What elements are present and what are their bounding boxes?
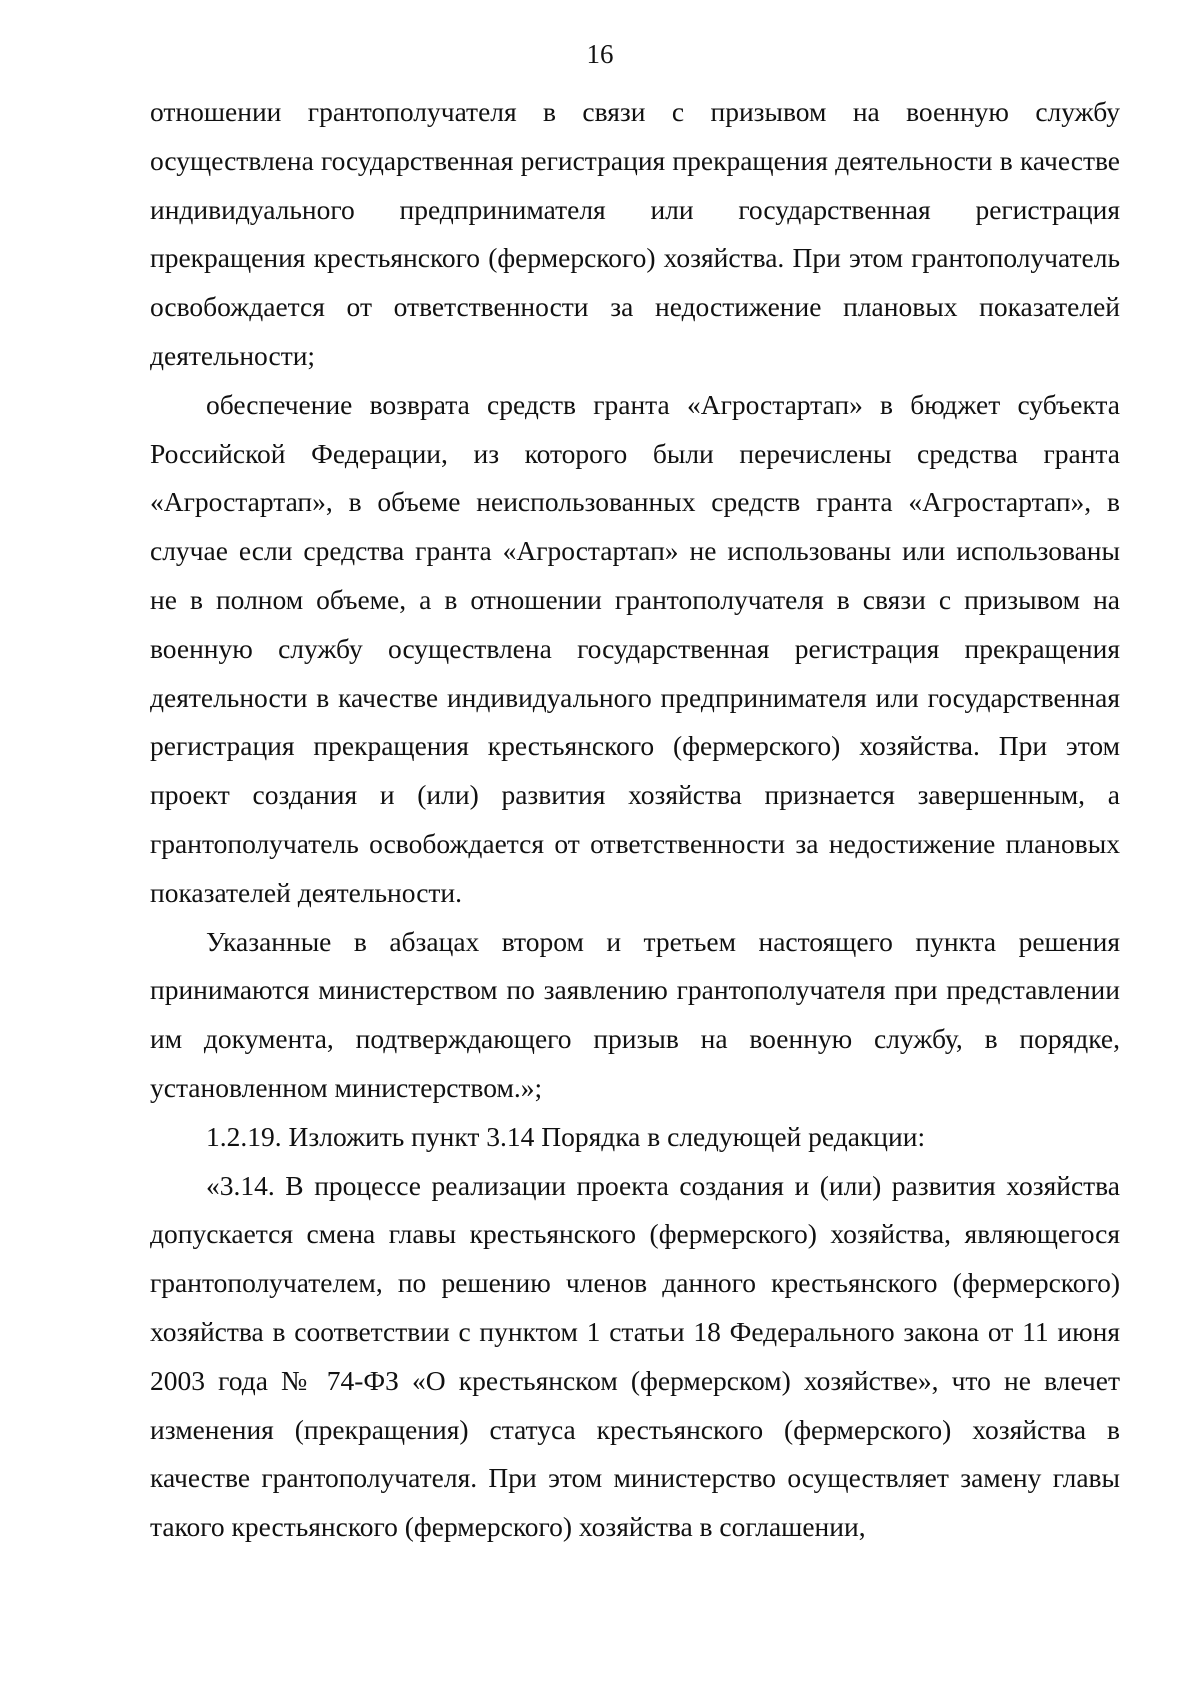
paragraph-4: 1.2.19. Изложить пункт 3.14 Порядка в следующей редакции: bbox=[206, 1120, 926, 1152]
paragraph-1: отношении грантополучателя в связи с призывом на военную службу осуществлена государственная регистрация прекращения деятельности в качестве индивидуального предпринимателя или государственная регистрация прекращения крестьянского (фермерского) хозяйства. При этом грантополучатель освобождается от ответственности за недостижение плановых показателей деятельности; bbox=[150, 96, 1120, 371]
document-body bbox=[150, 88, 1120, 1552]
paragraph-5: «3.14. В процессе реализации проекта создания и (или) развития хозяйства допускается смена главы крестьянского (фермерского) хозяйства, являющегося грантополучателем, по решению членов данного крестьянского (фермерского) хозяйства в соответствии с пунктом 1 статьи 18 Федерального закона от 11 июня 2003 года № 74-ФЗ «О крестьянском (фермерском) хозяйстве», что не влечет изменения (прекращения) статуса крестьянского (фермерского) хозяйства в качестве грантополучателя. При этом министерство осуществляет замену главы такого крестьянского (фермерского) хозяйства в соглашении, bbox=[150, 1169, 1120, 1543]
paragraph-3: Указанные в абзацах втором и третьем настоящего пункта решения принимаются министерством по заявлению грантополучателя при представлении им документа, подтверждающего призыв на военную службу, в порядке, установленном министерством.»; bbox=[150, 925, 1120, 1103]
page-number: 16 bbox=[586, 39, 614, 69]
paragraph-2: обеспечение возврата средств гранта «Агростартап» в бюджет субъекта Российской Федерации, из которого были перечислены средства гранта «Агростартап», в объеме неиспользованных средств гранта «Агростартап», в случае если средства гранта «Агростартап» не использованы или использованы не в полном объеме, а в отношении грантополучателя в связи с призывом на военную службу осуществлена государственная регистрация прекращения деятельности в качестве индивидуального предпринимателя или государственная регистрация прекращения крестьянского (фермерского) хозяйства. При этом проект создания и (или) развития хозяйства признается завершенным, а грантополучатель освобождается от ответственности за недостижение плановых показателей деятельности. bbox=[150, 388, 1120, 908]
